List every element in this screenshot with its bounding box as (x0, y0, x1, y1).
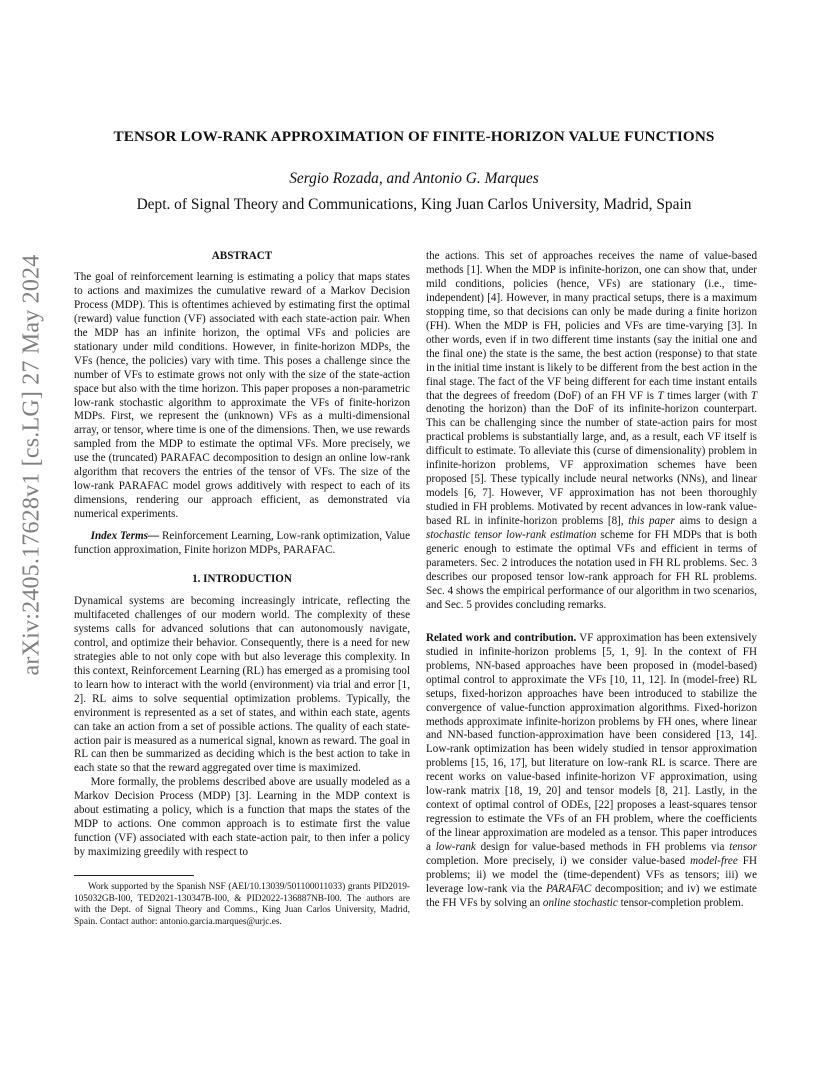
paper-affiliation: Dept. of Signal Theory and Communications, King Juan Carlos University, Madrid, Spain (136, 196, 692, 213)
intro-paragraph-2: More formally, the problems described above are usually modeled as a Markov Decision Process (MDP) [3]. Learning in the MDP context is about estimating a policy, which is a function that maps the states of the MDP to actions. One common approach is to estimate first the value function (VF) associated with each state-action pair, to then infer a policy by maximizing greedily with respect to (74, 776, 410, 859)
paper-authors: Sergio Rozada, and Antonio G. Marques (289, 170, 539, 187)
footnote: Work supported by the Spanish NSF (AEI/10.13039/501100011033) grants PID2019-105032GB-I00, TED2021-130347B-I00, & PID2022-136887NB-I00. The authors are with the Dept. of Signal Theory and Comms., King Juan Carlos University, Madrid, Spain. Contact author: antonio.garcia.marques@urjc.es. (74, 882, 410, 928)
abstract-text: The goal of reinforcement learning is estimating a policy that maps states to actions and maximizes the cumulative reward of a Markov Decision Process (MDP). This is oftentimes achieved by estimating first the optimal (reward) value function (VF) associated with each state-action pair. When the MDP has an infinite horizon, the optimal VFs and policies are stationary under mild conditions. However, in finite-horizon MDPs, the VFs (hence, the policies) vary with time. This poses a challenge since the number of VFs to estimate grows not only with the size of the state-action space but also with the time horizon. This paper proposes a non-parametric low-rank stochastic algorithm to approximate the VFs of finite-horizon MDPs. First, we represent the (unknown) VFs as a multi-dimensional array, or tensor, where time is one of the dimensions. Then, we use rewards sampled from the MDP to estimate the optimal VFs. More precisely, we use the (truncated) PARAFAC decomposition to design an online low-rank algorithm that recovers the entries of the tensor of VFs. The size of the low-rank PARAFAC model grows additively with respect to each of its dimensions, rendering our approach efficient, as demonstrated via numerical experiments. (74, 270, 410, 521)
index-terms-label: Index Terms— (90, 530, 160, 543)
right-column (426, 250, 757, 911)
intro-paragraph-3: the actions. This set of approaches receives the name of value-based methods [1]. When the MDP is infinite-horizon, one can show that, under mild conditions, policies (hence, VFs) are stationary (i.e., time-independent) [4]. However, in many practical setups, there is a maximum stopping time, so that decisions can only be made during a finite horizon (FH). When the MDP is FH, policies and VFs are time-varying [3]. In other words, even if in two different time instants (say the initial one and the final one) the state is the same, the best action (response) to that state in the initial time instant is likely to be different from the best action in the final stage. The fact of the VF being different for each time instant entails that the degrees of freedom (DoF) of an FH VF is T times larger (with T denoting the horizon) than the DoF of its infinite-horizon counterpart. This can be challenging since the number of state-action pairs for most practical problems is substantially large, and, as a result, each VF itself is difficult to estimate. To alleviate this (curse of dimensionality) problem in infinite-horizon problems, VF approximation schemes have been proposed [5]. These typically include neural networks (NNs), and linear models [6, 7]. However, VF approximation has not been thoroughly studied in FH problems. Motivated by recent advances in low-rank value-based RL in infinite-horizon problems [8], this paper aims to design a stochastic tensor low-rank estimation scheme for FH MDPs that is both generic enough to estimate the optimal VFs and efficient in terms of parameters. Sec. 2 introduces the notation used in FH RL problems. Sec. 3 describes our proposed tensor low-rank approach for FH RL problems. Sec. 4 shows the empirical performance of our algorithm in two scenarios, and Sec. 5 provides concluding remarks. (426, 250, 757, 611)
left-column (74, 250, 410, 929)
abstract-heading: ABSTRACT (211, 250, 273, 262)
intro-heading: 1. INTRODUCTION (192, 573, 292, 586)
arxiv-sidebar (12, 250, 52, 680)
related-work-label: Related work and contribution. (426, 631, 577, 644)
intro-paragraph-1: Dynamical systems are becoming increasingly intricate, reflecting the multifaceted challenges of our modern world. The complexity of these systems calls for advanced solutions that can autonomously navigate, control, and optimize their behavior. Consequently, there is a need for new strategies able to not only cope with but also leverage this complexity. In this context, Reinforcement Learning (RL) has emerged as a promising tool to learn how to interact with the world (environment) via trial and error [1, 2]. RL aims to solve sequential optimization problems. Typically, the environment is represented as a set of states, and within each state, agents can take an action from a set of possible actions. The quality of each state-action pair is measured as a numerical signal, known as reward. The goal in RL can then be summarized as deciding which is the best action to take in each state so that the reward aggregated over time is maximized. (74, 594, 410, 775)
arxiv-identifier: arXiv:2405.17628v1 [cs.LG] 27 May 2024 (18, 254, 45, 676)
paper-title: TENSOR LOW-RANK APPROXIMATION OF FINITE-HORIZON VALUE FUNCTIONS (113, 128, 715, 145)
index-terms (74, 530, 410, 558)
related-work-paragraph: Related work and contribution. VF approximation has been extensively studied in infinite-horizon problems [5, 1, 9]. In the context of FH problems, NN-based approaches have been proposed in (model-based) optimal control to approximate the VFs [10, 11, 12]. In (model-free) RL setups, fixed-horizon approaches have been introduced to stabilize the convergence of value-function approximation algorithms. Fixed-horizon methods approximate infinite-horizon problems by FH ones, where linear and NN-based function-approximation have been considered [13, 14]. Low-rank optimization has been widely studied in tensor approximation problems [15, 16, 17], but literature on low-rank RL is scarce. There are recent works on value-based infinite-horizon VF approximation, using low-rank matrix [18, 19, 20] and tensor models [8, 21]. Lastly, in the context of optimal control of ODEs, [22] proposes a least-squares tensor regression to estimate the VFs of an FH problem, where the coefficients of the linear approximation are modeled as a tensor. This paper introduces a low-rank design for value-based methods in FH problems via tensor completion. More precisely, i) we consider value-based model-free FH problems; ii) we model the (time-dependent) VFs as tensors; iii) we leverage low-rank via the PARAFAC decomposition; and iv) we estimate the FH VFs by solving an online stochastic tensor-completion problem. (426, 631, 757, 909)
index-terms-text: Reinforcement Learning, Low-rank optimization, Value function approximation, Finite horizon MDPs, PARAFAC. (74, 530, 410, 557)
